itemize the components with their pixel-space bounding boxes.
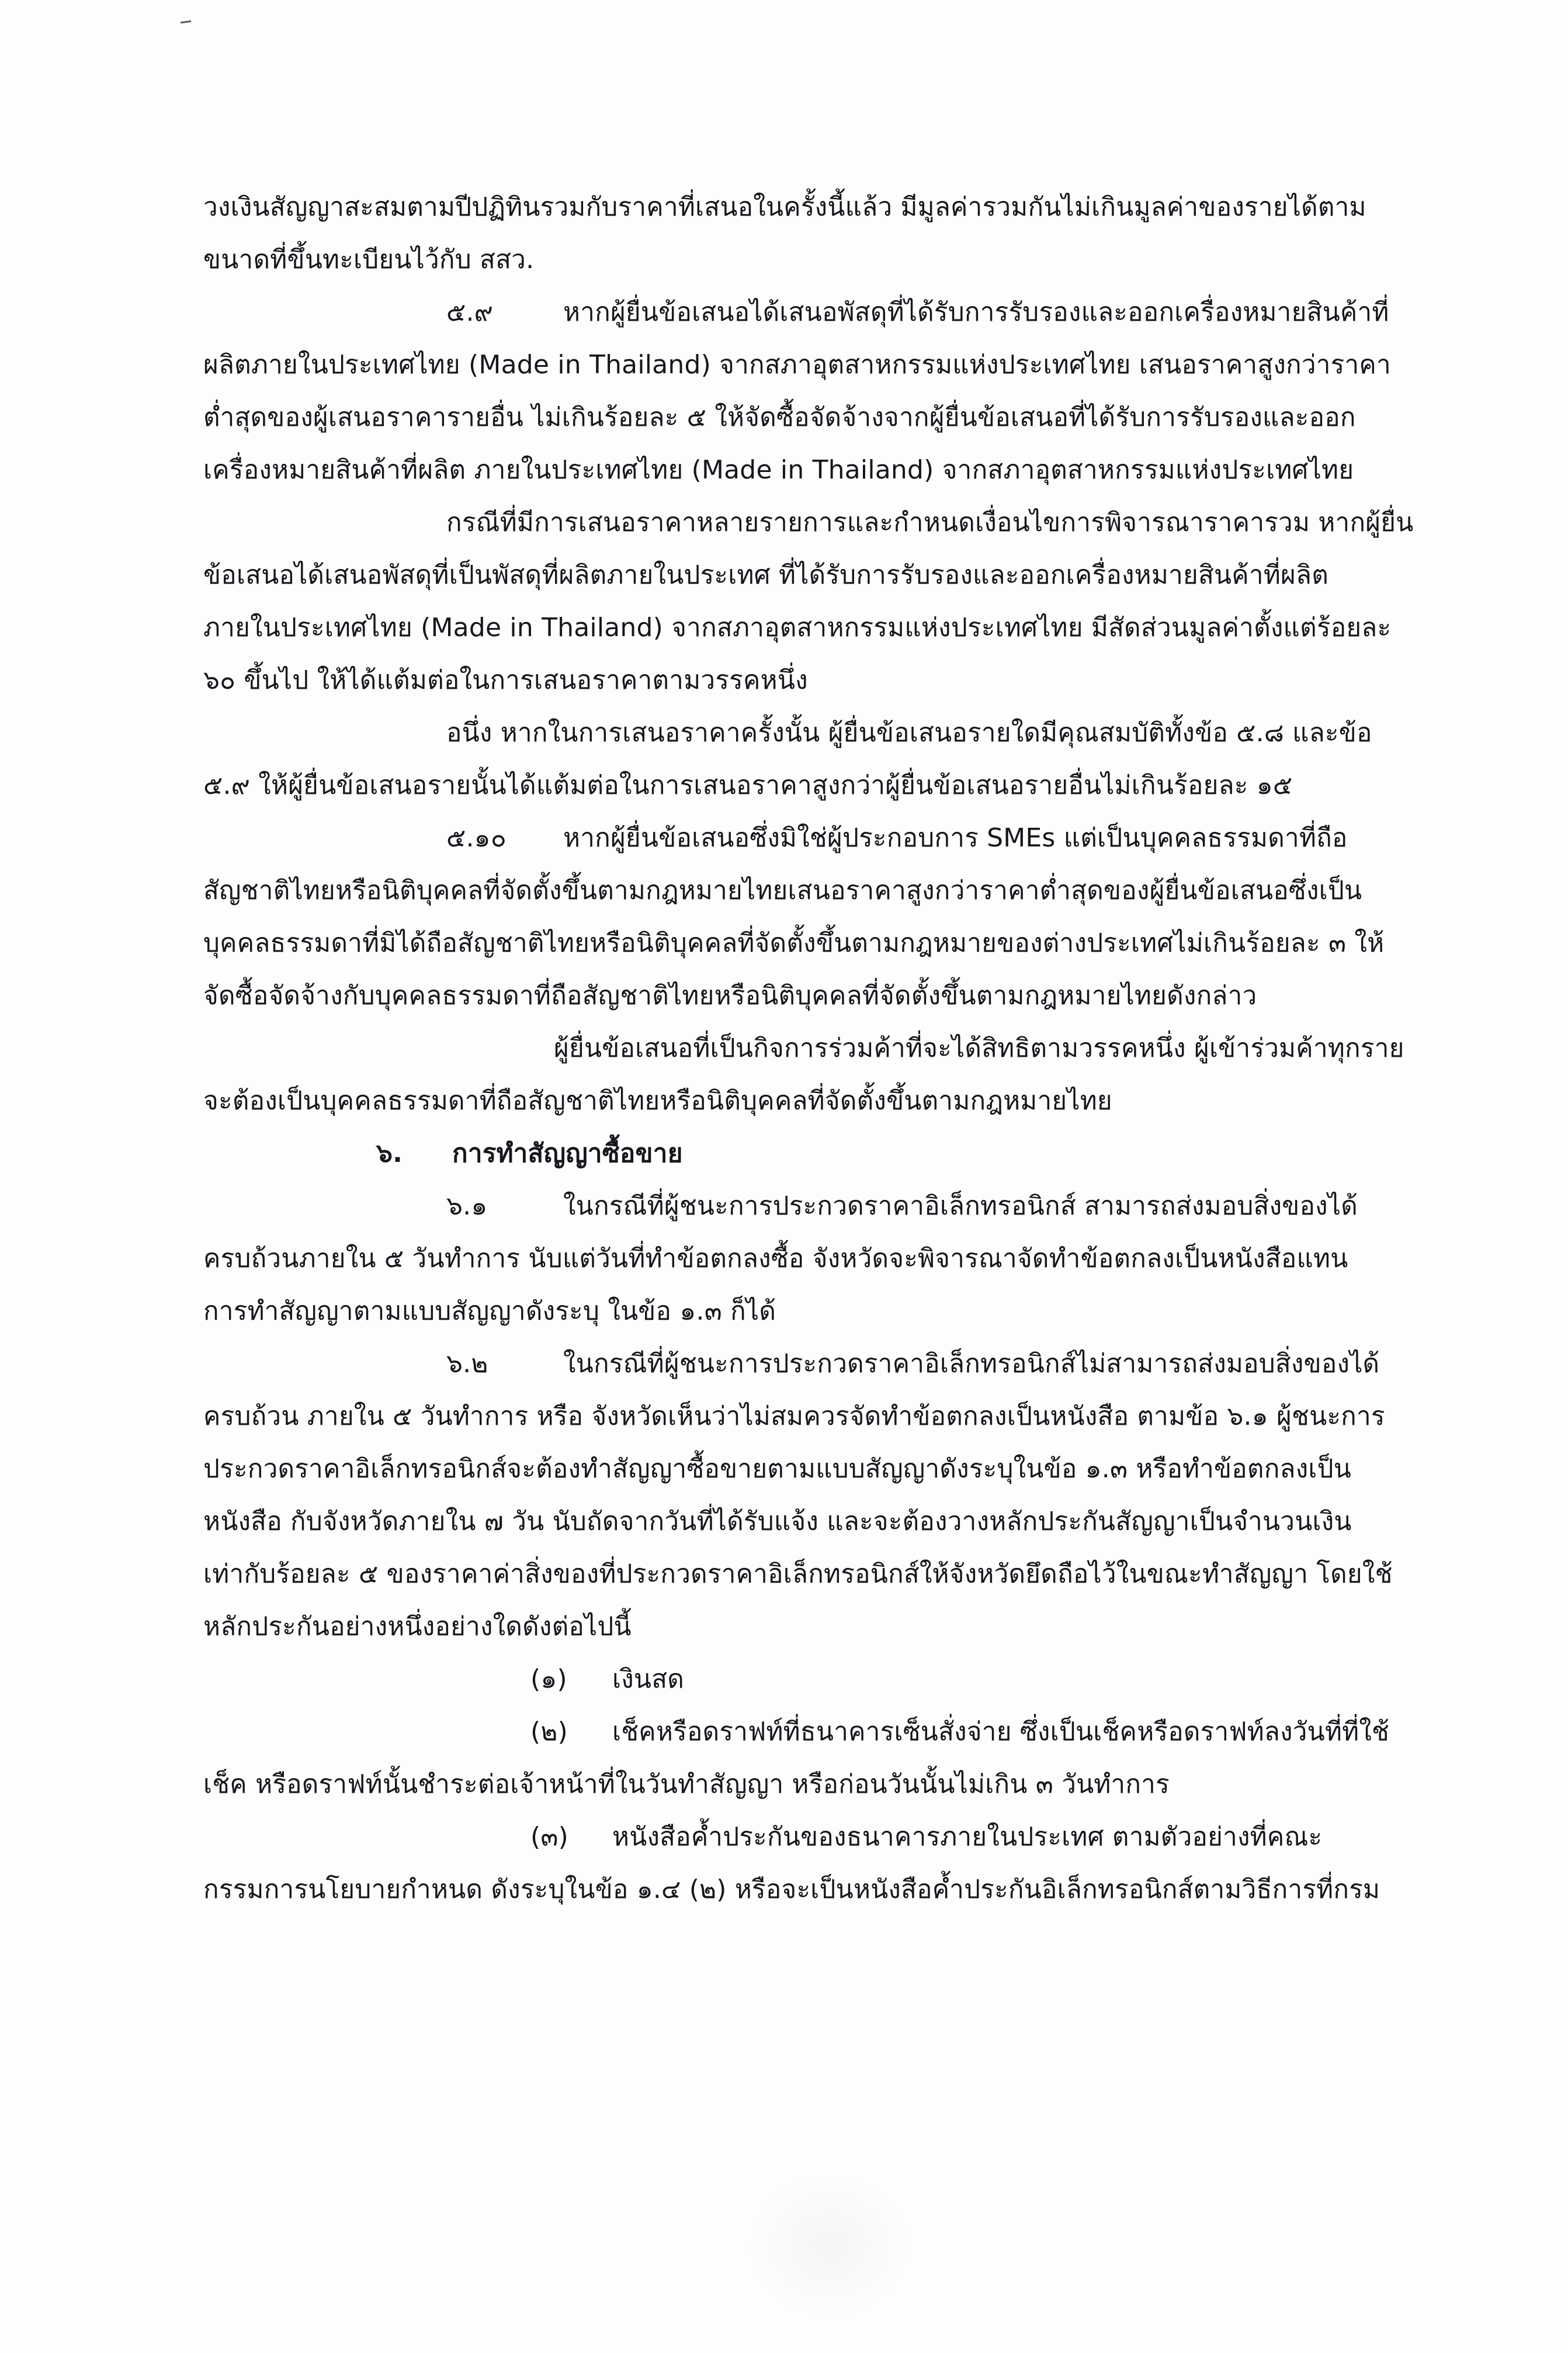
clause-number: ๖.๒ [446,1349,488,1379]
item-number: (๑) [530,1664,567,1694]
text-line: ๖๐ ขึ้นไป ให้ได้แต้มต่อในการเสนอราคาตามวรรคหนึ่ง [203,665,808,695]
text-line: กรณีที่มีการเสนอราคาหลายรายการและกำหนดเงื่อนไขการพิจารณาราคารวม หากผู้ยื่น [446,508,1414,537]
text-line: ภายในประเทศไทย (Made in Thailand) จากสภาอุตสาหกรรมแห่งประเทศไทย มีสัดส่วนมูลค่าตั้งแต่ร้อยละ [203,613,1392,643]
list-item-3 [530,1818,1322,1856]
section-heading-6 [376,1135,683,1172]
text-line: จัดซื้อจัดจ้างกับบุคคลธรรมดาที่ถือสัญชาติไทยหรือนิติบุคคลที่จัดตั้งขึ้นตามกฎหมายไทยดังกล่าว [203,981,1257,1011]
text-line: สัญชาติไทยหรือนิติบุคคลที่จัดตั้งขึ้นตามกฎหมายไทยเสนอราคาสูงกว่าราคาต่ำสุดของผู้ยื่นข้อเสนอซึ่งเป็น [203,876,1362,905]
text-line: ในกรณีที่ผู้ชนะการประกวดราคาอิเล็กทรอนิกส์ไม่สามารถส่งมอบสิ่งของได้ [563,1349,1380,1379]
text-line: อนึ่ง หากในการเสนอราคาครั้งนั้น ผู้ยื่นข้อเสนอรายใดมีคุณสมบัติทั้งข้อ ๕.๘ และข้อ [446,718,1372,748]
list-item-1 [530,1661,684,1698]
text-line: เช็ค หรือดราฟท์นั้นชำระต่อเจ้าหน้าที่ในวันทำสัญญา หรือก่อนวันนั้นไม่เกิน ๓ วันทำการ [203,1769,1170,1799]
list-item-2 [530,1713,1389,1751]
clause-number: ๕.๙ [446,297,494,327]
clause-5-10 [446,820,1348,857]
scan-smudge [748,2173,911,2319]
text-line: ต่ำสุดของผู้เสนอราคารายอื่น ไม่เกินร้อยละ ๕ ให้จัดซื้อจัดจ้างจากผู้ยื่นข้อเสนอที่ได้รับการรับรองและออก [203,402,1356,432]
clause-5-9 [446,294,1389,331]
text-line: ครบถ้วนภายใน ๕ วันทำการ นับแต่วันที่ทำข้อตกลงซื้อ จังหวัดจะพิจารณาจัดทำข้อตกลงเป็นหนังสือแทน [203,1244,1348,1273]
page-corner-mark [181,20,192,32]
text-line: เครื่องหมายสินค้าที่ผลิต ภายในประเทศไทย (Made in Thailand) จากสภาอุตสาหกรรมแห่งประเทศไทย [203,455,1354,485]
text-line: เช็คหรือดราฟท์ที่ธนาคารเซ็นสั่งจ่าย ซึ่งเป็นเช็คหรือดราฟท์ลงวันที่ที่ใช้ [612,1717,1390,1747]
text-line: หากผู้ยื่นข้อเสนอซึ่งมิใช่ผู้ประกอบการ SMEs แต่เป็นบุคคลธรรมดาที่ถือ [563,823,1348,853]
text-line: ครบถ้วน ภายใน ๕ วันทำการ หรือ จังหวัดเห็นว่าไม่สมควรจัดทำข้อตกลงเป็นหนังสือ ตามข้อ ๖.๑ ผู้ชนะการ [203,1401,1385,1431]
section-title: การทำสัญญาซื้อขาย [452,1139,683,1168]
text-line: เงินสด [612,1664,685,1694]
text-line: หากผู้ยื่นข้อเสนอได้เสนอพัสดุที่ได้รับการรับรองและออกเครื่องหมายสินค้าที่ [563,297,1389,327]
text-line: หนังสือค้ำประกันของธนาคารภายในประเทศ ตามตัวอย่างที่คณะ [612,1822,1323,1852]
item-number: (๓) [530,1822,569,1852]
text-line: บุคคลธรรมดาที่มิได้ถือสัญชาติไทยหรือนิติบุคคลที่จัดตั้งขึ้นตามกฎหมายของต่างประเทศไม่เกินร้อยละ ๓ ให้ [203,928,1385,958]
text-line: ในกรณีที่ผู้ชนะการประกวดราคาอิเล็กทรอนิกส์ สามารถส่งมอบสิ่งของได้ [563,1191,1358,1221]
text-line: กรรมการนโยบายกำหนด ดังระบุในข้อ ๑.๔ (๒) หรือจะเป็นหนังสือค้ำประกันอิเล็กทรอนิกส์ตามวิธีการที่กรม [203,1875,1380,1904]
text-line: ข้อเสนอได้เสนอพัสดุที่เป็นพัสดุที่ผลิตภายในประเทศ ที่ได้รับการรับรองและออกเครื่องหมายสินค้าที่ผลิต [203,560,1328,590]
text-line: หนังสือ กับจังหวัดภายใน ๗ วัน นับถัดจากวันที่ได้รับแจ้ง และจะต้องวางหลักประกันสัญญาเป็นจำนวนเงิน [203,1507,1352,1536]
text-line: ประกวดราคาอิเล็กทรอนิกส์จะต้องทำสัญญาซื้อขายตามแบบสัญญาดังระบุในข้อ ๑.๓ หรือทำข้อตกลงเป็น [203,1454,1352,1484]
text-line: หลักประกันอย่างหนึ่งอย่างใดดังต่อไปนี้ [203,1612,632,1641]
section-number: ๖. [376,1139,403,1168]
text-line: เท่ากับร้อยละ ๕ ของราคาค่าสิ่งของที่ประกวดราคาอิเล็กทรอนิกส์ให้จังหวัดยึดถือไว้ในขณะทำสัญญา โดยใช้ [203,1559,1393,1589]
clause-6-1 [446,1188,1358,1225]
text-line: วงเงินสัญญาสะสมตามปีปฏิทินรวมกับราคาที่เสนอในครั้งนี้แล้ว มีมูลค่ารวมกันไม่เกินมูลค่าของรายได้ตาม [203,192,1366,222]
text-line: จะต้องเป็นบุคคลธรรมดาที่ถือสัญชาติไทยหรือนิติบุคคลที่จัดตั้งขึ้นตามกฎหมายไทย [203,1086,1112,1116]
text-line: ๕.๙ ให้ผู้ยื่นข้อเสนอรายนั้นได้แต้มต่อในการเสนอราคาสูงกว่าผู้ยื่นข้อเสนอรายอื่นไม่เกินร้อยละ ๑๕ [203,771,1293,800]
text-line: ผู้ยื่นข้อเสนอที่เป็นกิจการร่วมค้าที่จะได้สิทธิตามวรรคหนึ่ง ผู้เข้าร่วมค้าทุกราย [554,1033,1404,1063]
clause-6-2 [446,1345,1379,1383]
text-line: ขนาดที่ขึ้นทะเบียนไว้กับ สสว. [203,245,535,275]
text-line: การทำสัญญาตามแบบสัญญาดังระบุ ในข้อ ๑.๓ ก็ได้ [203,1296,776,1326]
clause-number: ๕.๑๐ [446,823,507,853]
item-number: (๒) [530,1717,568,1747]
text-line: ผลิตภายในประเทศไทย (Made in Thailand) จากสภาอุตสาหกรรมแห่งประเทศไทย เสนอราคาสูงกว่าราคา [203,350,1391,380]
clause-number: ๖.๑ [446,1191,488,1221]
